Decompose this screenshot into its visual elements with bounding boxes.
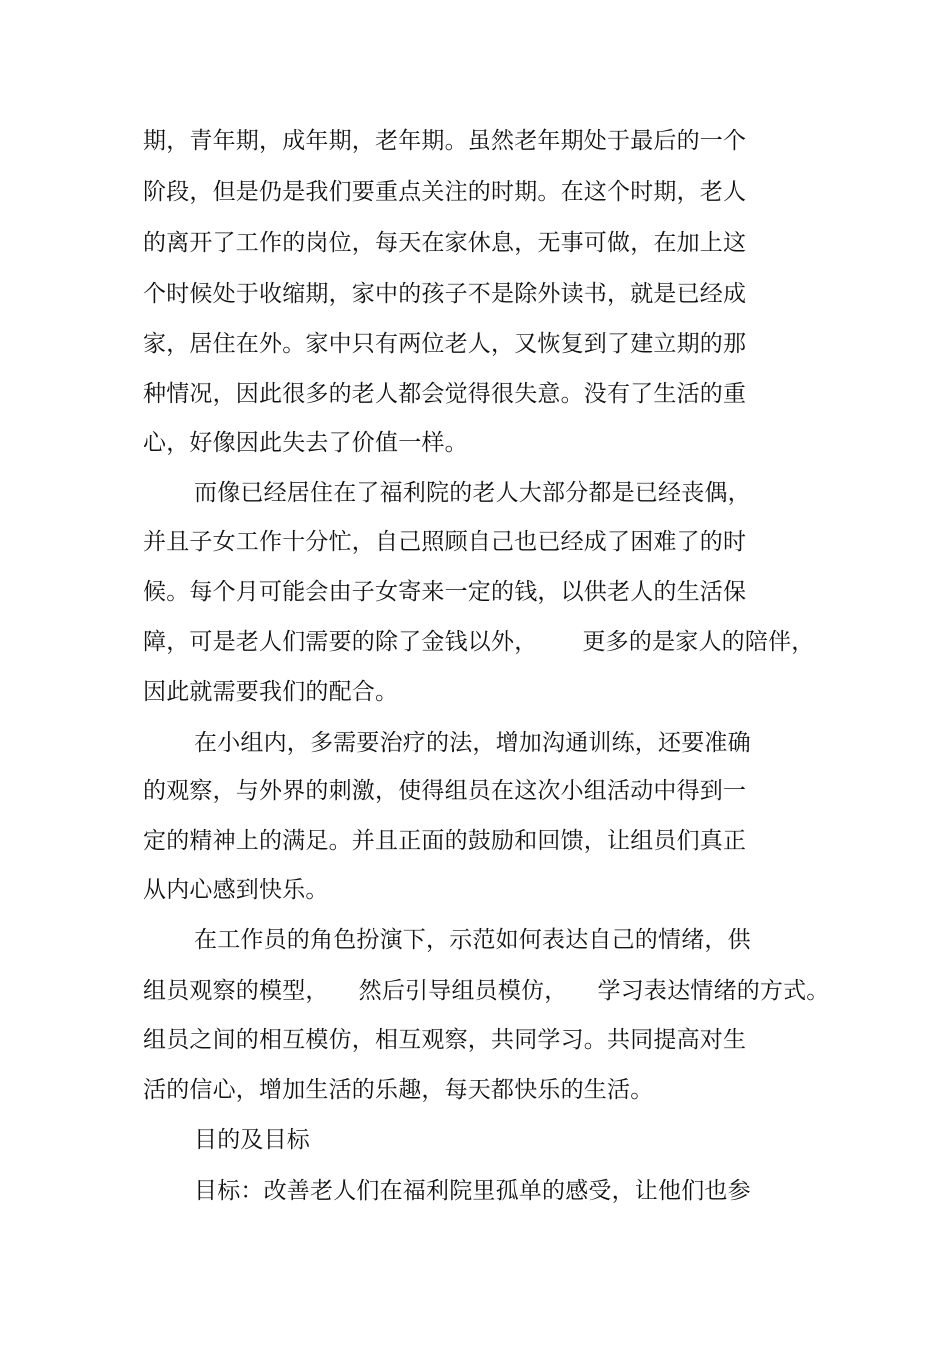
paragraph-first-line: 目标：改善老人们在福利院里孤单的感受，让他们也参: [194, 1178, 751, 1204]
text-line: 家，居住在外。家中只有两位老人，又恢复到了建立期的那: [143, 331, 747, 357]
text-line: 活的信心，增加生活的乐趣，每天都快乐的生活。: [143, 1077, 654, 1103]
text-line: 阶段，但是仍是我们要重点关注的时期。在这个时期，老人: [143, 179, 747, 205]
text-line: 因此就需要我们的配合。: [143, 679, 399, 705]
section-heading: 目的及目标: [194, 1127, 310, 1153]
text-line: 个时候处于收缩期，家中的孩子不是除外读书，就是已经成: [143, 281, 747, 307]
text-line: 从内心感到快乐。: [143, 877, 329, 903]
text-line: 的离开了工作的岗位，每天在家休息，无事可做，在加上这: [143, 230, 747, 256]
paragraph-first-line: 在工作员的角色扮演下，示范如何表达自己的情绪，供: [194, 927, 751, 953]
text-line: 定的精神上的满足。并且正面的鼓励和回馈，让组员们真正: [143, 828, 747, 854]
text-line: 种情况，因此很多的老人都会觉得很失意。没有了生活的重: [143, 381, 747, 407]
paragraph-first-line: 在小组内，多需要治疗的法，增加沟通训练，还要准确: [194, 730, 751, 756]
text-line: 期，青年期，成年期，老年期。虽然老年期处于最后的一个: [143, 128, 747, 154]
text-line: 的观察，与外界的刺激，使得组员在这次小组活动中得到一: [143, 778, 747, 804]
text-line: 心，好像因此失去了价值一样。: [143, 430, 468, 456]
text-line: 候。每个月可能会由子女寄来一定的钱，以供老人的生活保: [143, 579, 747, 605]
paragraph-first-line: 而像已经居住在了福利院的老人大部分都是已经丧偶，: [194, 480, 751, 506]
text-line: 组员观察的模型， 然后引导组员模仿， 学习表达情绪的方式。: [143, 978, 830, 1004]
text-line: 障，可是老人们需要的除了金钱以外， 更多的是家人的陪伴，: [143, 629, 815, 655]
text-line: 并且子女工作十分忙，自己照顾自己也已经成了困难了的时: [143, 529, 747, 555]
text-line: 组员之间的相互模仿，相互观察，共同学习。共同提高对生: [143, 1027, 747, 1053]
